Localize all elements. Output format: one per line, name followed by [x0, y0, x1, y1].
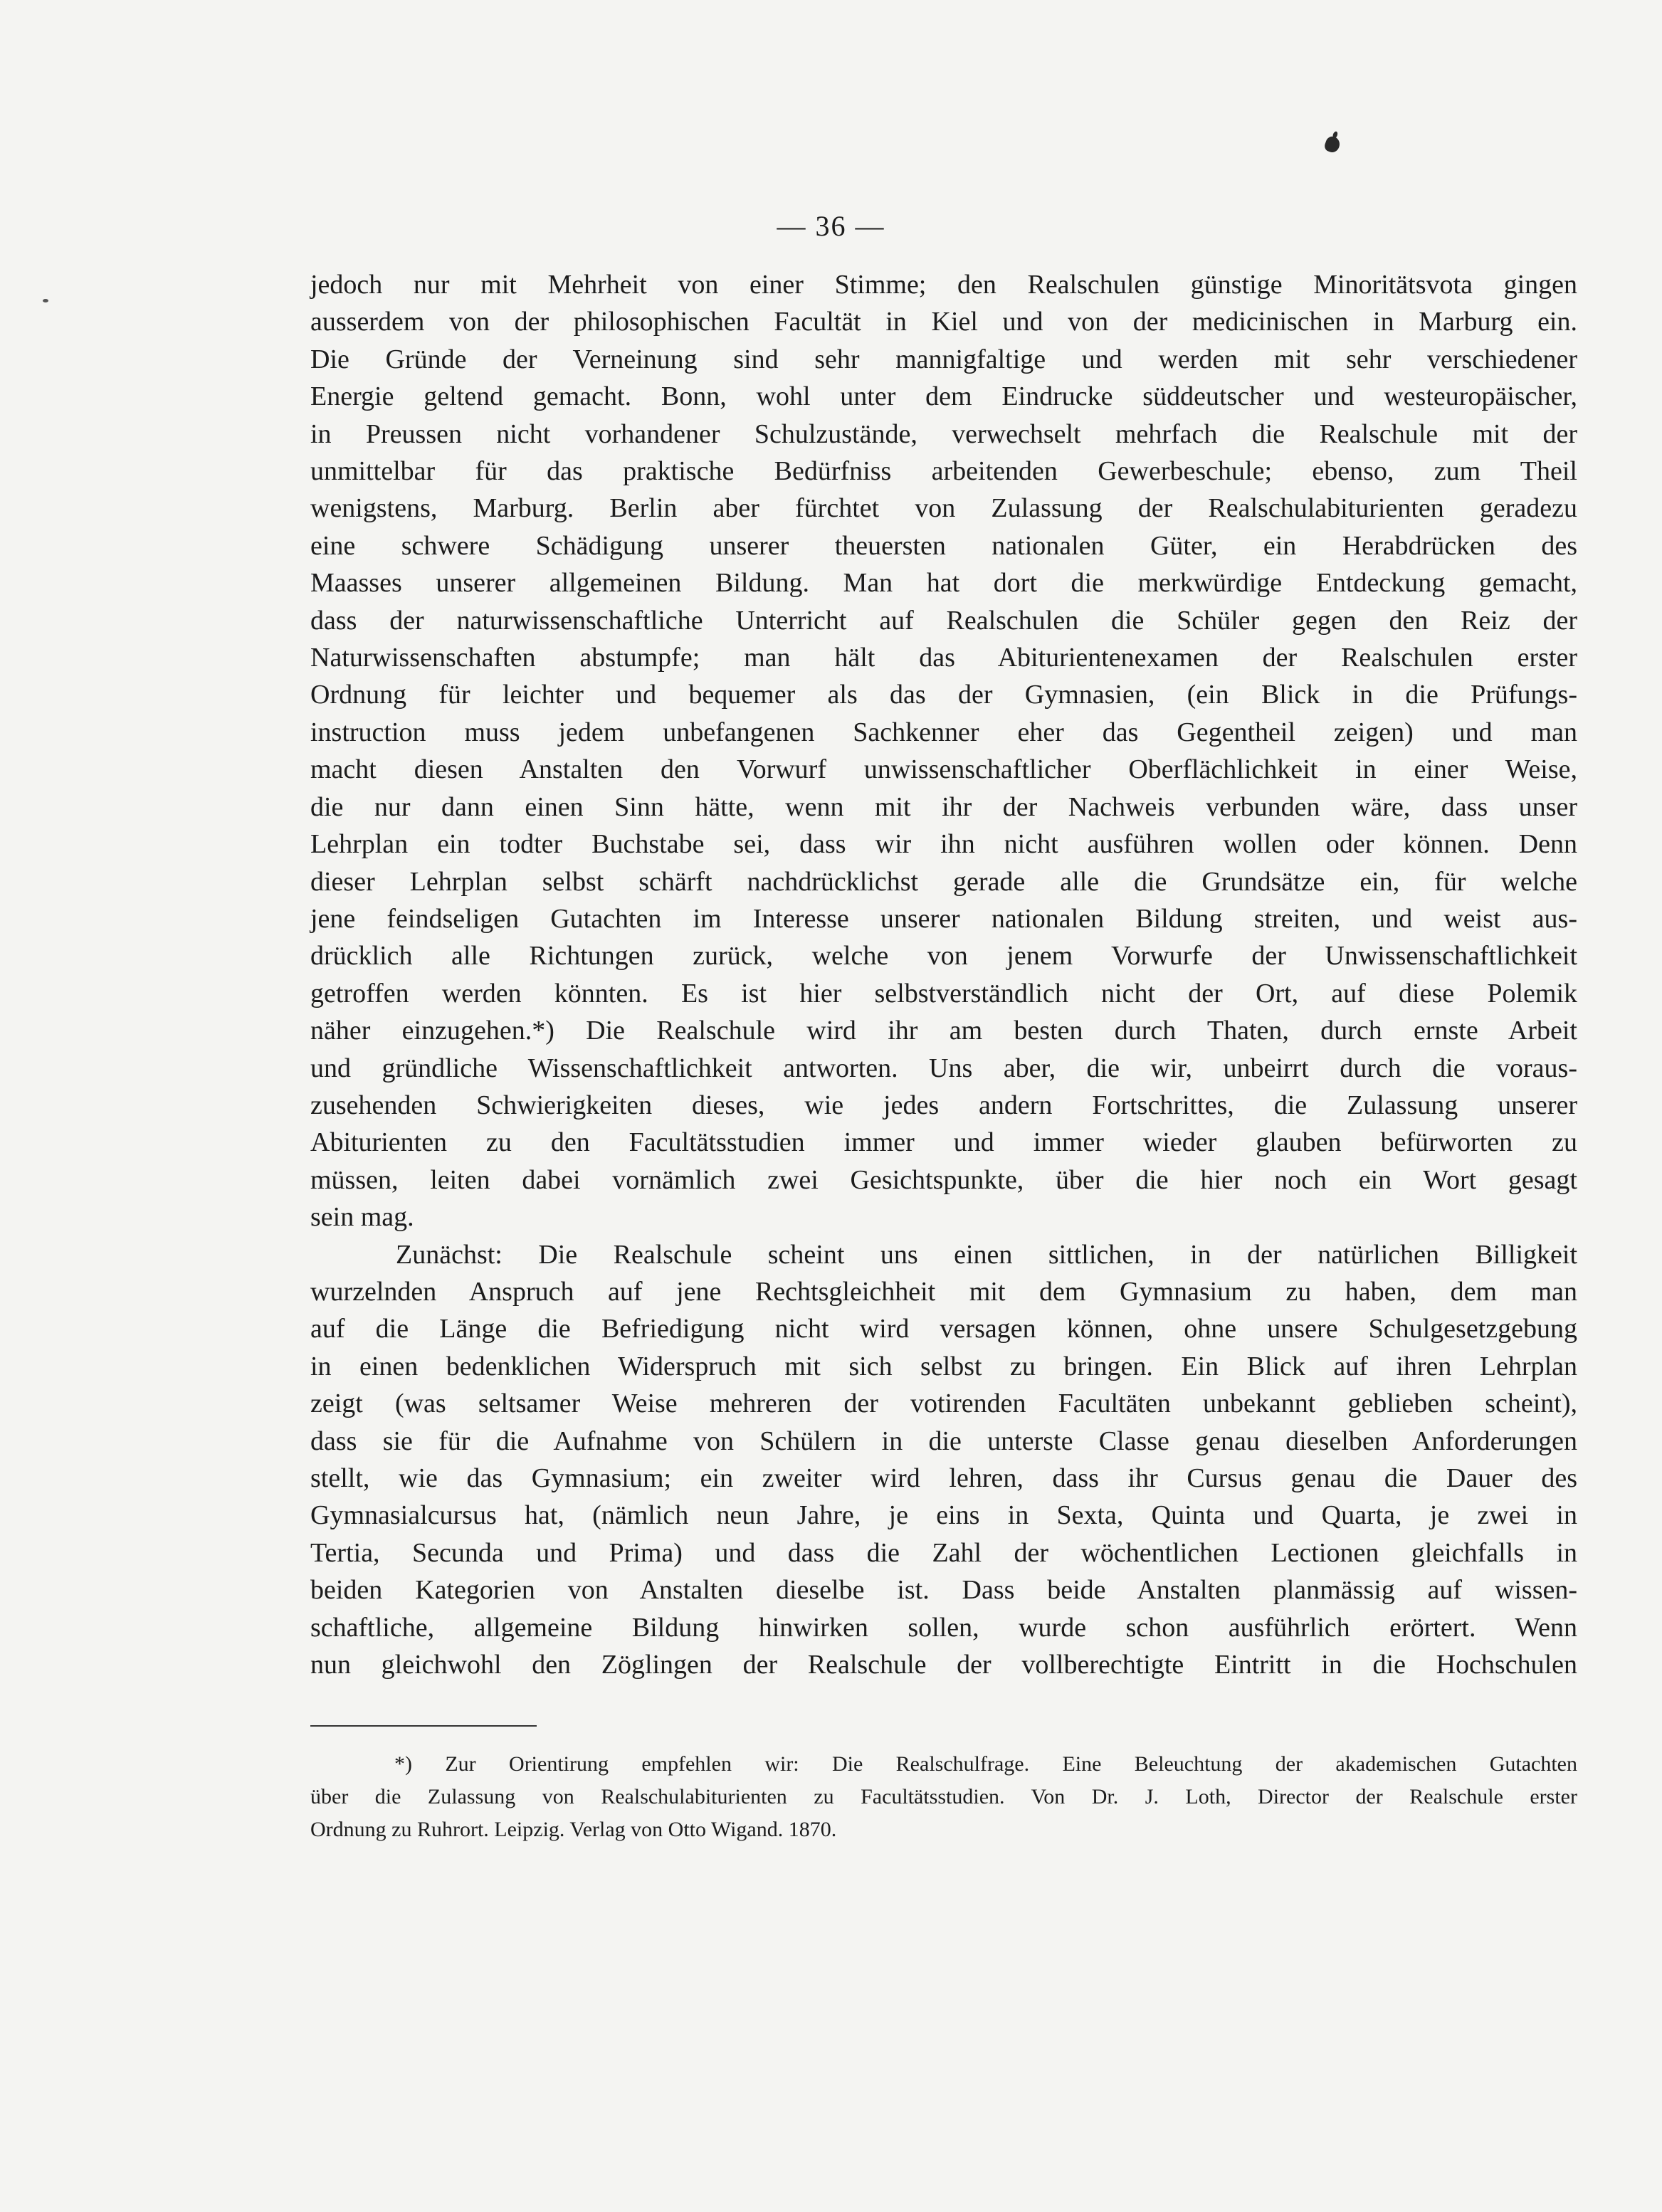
body-line: näher einzugehen.*) Die Realschule wird ihr am besten durch Thaten, durch ernste Arbeit [310, 1016, 1577, 1046]
body-line: wurzelnden Anspruch auf jene Rechtsgleichheit mit dem Gymnasium zu haben, dem man [310, 1276, 1577, 1307]
body-line: zeigt (was seltsamer Weise mehreren der votirenden Facultäten unbekannt geblieben scheint), [310, 1389, 1577, 1419]
body-line: schaftliche, allgemeine Bildung hinwirken sollen, wurde schon ausführlich erörtert. Wenn [310, 1612, 1577, 1643]
page-number: — 36 — [777, 210, 885, 242]
body-line: Gymnasialcursus hat, (nämlich neun Jahre, je eins in Sexta, Quinta und Quarta, je zwei in [310, 1500, 1577, 1531]
body-line: zusehenden Schwierigkeiten dieses, wie jedes andern Fortschrittes, die Zulassung unserer [310, 1090, 1577, 1120]
body-line: eine schwere Schädigung unserer theuersten nationalen Güter, ein Herabdrücken des [310, 530, 1577, 561]
body-line: nun gleichwohl den Zöglingen der Realschule der vollberechtigte Eintritt in die Hochschulen [310, 1650, 1577, 1680]
body-line: Ordnung für leichter und bequemer als das der Gymnasien, (ein Blick in die Prüfungs- [310, 680, 1577, 710]
body-line: Tertia, Secunda und Prima) und dass die Zahl der wöchentlichen Lectionen gleichfalls in [310, 1537, 1577, 1568]
paragraph-start-line: Zunächst: Die Realschule scheint uns einen sittlichen, in der natürlichen Billigkeit [396, 1239, 1577, 1270]
body-line: jedoch nur mit Mehrheit von einer Stimme; den Realschulen günstige Minoritätsvota gingen [310, 270, 1577, 300]
body-line: Maasses unserer allgemeinen Bildung. Man hat dort die merkwürdige Entdeckung gemacht, [310, 568, 1577, 599]
body-line: in Preussen nicht vorhandener Schulzustände, verwechselt mehrfach die Realschule mit der [310, 418, 1577, 449]
body-line: ausserdem von der philosophischen Facultät in Kiel und von der medicinischen in Marburg ein. [310, 307, 1577, 337]
body-line: Abiturienten zu den Facultätsstudien immer und immer wieder glauben befürworten zu [310, 1127, 1577, 1158]
body-line: getroffen werden könnten. Es ist hier selbstverständlich nicht der Ort, auf diese Polemik [310, 978, 1577, 1008]
body-line: sein mag. [310, 1202, 414, 1233]
body-line: auf die Länge die Befriedigung nicht wird versagen können, ohne unsere Schulgesetzgebung [310, 1314, 1577, 1344]
body-line: dass der naturwissenschaftliche Unterricht auf Realschulen die Schüler gegen den Reiz der [310, 605, 1577, 636]
margin-speck [43, 299, 48, 302]
body-line: die nur dann einen Sinn hätte, wenn mit ihr der Nachweis verbunden wäre, dass unser [310, 791, 1577, 822]
body-line: unmittelbar für das praktische Bedürfniss arbeitenden Gewerbeschule; ebenso, zum Theil [310, 456, 1577, 487]
body-line: Naturwissenschaften abstumpfe; man hält das Abiturientenexamen der Realschulen erster [310, 643, 1577, 673]
body-line: stellt, wie das Gymnasium; ein zweiter wird lehren, dass ihr Cursus genau die Dauer des [310, 1463, 1577, 1493]
body-line: beiden Kategorien von Anstalten dieselbe ist. Dass beide Anstalten planmässig auf wissen- [310, 1575, 1577, 1606]
body-line: Lehrplan ein todter Buchstabe sei, dass wir ihn nicht ausführen wollen oder können. Denn [310, 829, 1577, 860]
footnote-line: Ordnung zu Ruhrort. Leipzig. Verlag von Otto Wigand. 1870. [310, 1818, 837, 1841]
body-line: macht diesen Anstalten den Vorwurf unwissenschaftlicher Oberflächlichkeit in einer Weise, [310, 754, 1577, 785]
body-line: in einen bedenklichen Widerspruch mit sich selbst zu bringen. Ein Blick auf ihren Lehrplan [310, 1351, 1577, 1381]
body-line: Energie geltend gemacht. Bonn, wohl unter dem Eindrucke süddeutscher und westeuropäischer, [310, 381, 1577, 412]
body-line: instruction muss jedem unbefangenen Sachkenner eher das Gegentheil zeigen) und man [310, 717, 1577, 747]
body-line: dass sie für die Aufnahme von Schülern in die unterste Classe genau dieselben Anforderungen [310, 1426, 1577, 1456]
footnote [310, 1748, 1577, 1846]
body-line: und gründliche Wissenschaftlichkeit antworten. Uns aber, die wir, unbeirrt durch die voraus- [310, 1053, 1577, 1083]
body-line: Die Gründe der Verneinung sind sehr mannigfaltige und werden mit sehr verschiedener [310, 344, 1577, 374]
footnote-divider [310, 1725, 537, 1727]
body-line: dieser Lehrplan selbst schärft nachdrücklichst gerade alle die Grundsätze ein, für welche [310, 866, 1577, 897]
body-line: drücklich alle Richtungen zurück, welche von jenem Vorwurfe der Unwissenschaftlichkeit [310, 941, 1577, 971]
footnote-line: *) Zur Orientirung empfehlen wir: Die Realschulfrage. Eine Beleuchtung der akademischen Gutachten [394, 1752, 1577, 1776]
body-line: müssen, leiten dabei vornämlich zwei Gesichtspunkte, über die hier noch ein Wort gesagt [310, 1164, 1577, 1195]
ink-blot [1323, 135, 1342, 154]
body-line: jene feindseligen Gutachten im Interesse unserer nationalen Bildung streiten, und weist aus- [310, 903, 1577, 934]
footnote-line: über die Zulassung von Realschulabiturienten zu Facultätsstudien. Von Dr. J. Loth, Director der Realschule erster [310, 1785, 1577, 1808]
body-line: wenigstens, Marburg. Berlin aber fürchtet von Zulassung der Realschulabiturienten geradezu [310, 493, 1577, 524]
body-text [310, 266, 1577, 1683]
